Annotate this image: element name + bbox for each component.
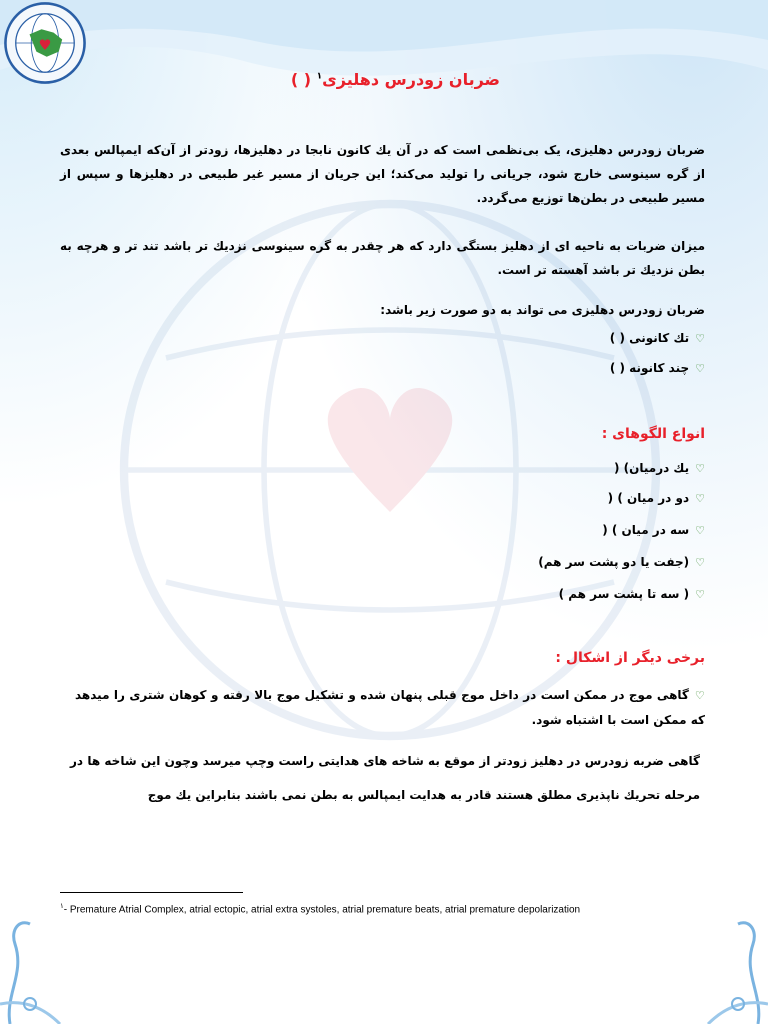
heart-leaf-icon: ♡	[695, 524, 705, 537]
heart-leaf-icon: ♡	[695, 462, 705, 475]
title-footnote-ref: ۱	[316, 71, 323, 82]
list-item	[610, 328, 705, 349]
heart-leaf-icon: ♡	[695, 362, 705, 375]
footnote-ref: ۱	[60, 903, 64, 910]
intro-paragraph: ضربان زودرس دهلیزی، یک بی‌نظمی است که در آن یك کانون نابجا در دهلیزها، زودتر از آن‌که ایمپالس بعدی از گره سینوسی خارج شود، جریانی را تولید می‌کند؛ این جریان از مسیر غیر طبیعی در دهلیزها و سپس از مسیر طبیعی در بطن‌ها توزیع می‌گردد.	[60, 143, 705, 205]
list-item	[608, 488, 705, 509]
list-item	[538, 552, 705, 573]
list-item	[75, 683, 705, 732]
heart-leaf-icon: ♡	[695, 492, 705, 505]
document-body	[60, 0, 705, 1024]
pattern-triplet: ( سه تا پشت سر هم )	[558, 587, 690, 601]
pattern-bigeminy: یك درمیان) (	[613, 461, 690, 475]
patterns-heading: انواع الگوهای :	[601, 426, 705, 442]
forms-heading: برخی دیگر از اشکال :	[555, 650, 705, 666]
list-item	[602, 520, 705, 541]
footnote-separator	[60, 892, 243, 893]
conduction-paragraph: گاهی ضربه زودرس در دهلیز زودتر از موقع به شاخه های هدایتی راست وچپ میرسد وچون این شاخه ها در مرحله تحریك ناپذیری مطلق هستند قادر به هدایت ایمپالس به بطن نمی باشند بنابراین یك موج	[70, 754, 700, 802]
rate-paragraph: میزان ضربات به ناحیه ای از دهلیز بستگی دارد که هر چقدر به گره سینوسی نزدیك تر باشد تند تر و هرچه به بطن نزدیك تر باشد آهسته تر است.	[60, 239, 705, 277]
list-item	[610, 358, 705, 379]
heart-leaf-icon: ♡	[694, 689, 705, 702]
pattern-quadrigeminy: سه در میان ) (	[602, 523, 690, 537]
title-parenthetical: ( )	[290, 70, 312, 89]
page-title	[291, 70, 500, 89]
title-text: ضربان زودرس دهلیزی	[322, 70, 500, 89]
heart-leaf-icon: ♡	[695, 556, 705, 569]
footnote-text: - Premature Atrial Complex, atrial ectopic, atrial extra systoles, atrial premature beats, atrial premature depolarization	[63, 904, 581, 916]
heart-leaf-icon: ♡	[695, 332, 705, 345]
heart-leaf-icon: ♡	[695, 588, 705, 601]
forms-bullet-text: گاهی موج در ممكن است در داخل موج قبلی پنهان شده و تشكیل موج بالا رفته و كوهان شتری را میدهد كه ممكن است با اشتباه شود.	[75, 688, 705, 727]
type-multifocal: چند كانونه ( )	[609, 361, 690, 375]
type-unifocal: تك كانونی ( )	[609, 331, 690, 345]
pattern-trigeminy: دو در میان ) (	[607, 491, 690, 505]
footnote	[60, 902, 710, 915]
list-item	[614, 458, 705, 479]
forms-intro-paragraph: ضربان زودرس دهلیزی می تواند به دو صورت زیر باشد:	[380, 303, 705, 317]
pattern-couplet: (جفت یا دو پشت سر هم)	[538, 555, 690, 569]
list-item	[559, 584, 705, 605]
